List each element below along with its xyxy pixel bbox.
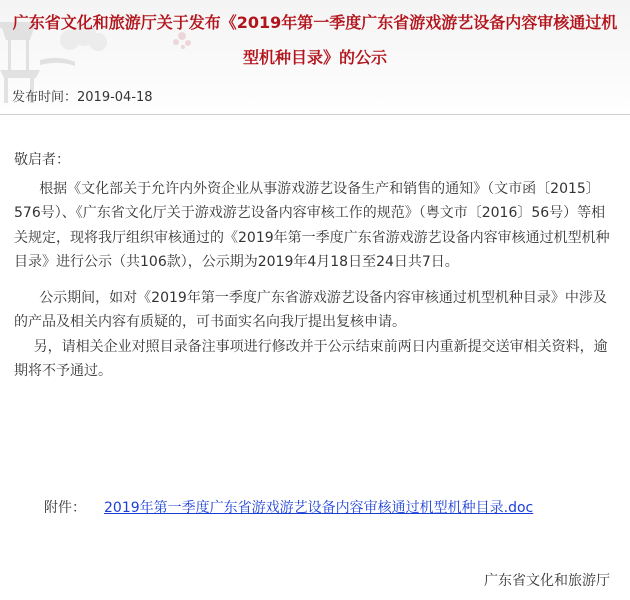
attachment-row — [44, 497, 533, 519]
attachment-link[interactable]: 2019年第一季度广东省游戏游艺设备内容审核通过机型机种目录.doc — [104, 500, 534, 516]
signature: 广东省文化和旅游厅 — [484, 573, 610, 589]
paragraph-regulations: 根据《文化部关于允许内外资企业从事游戏游艺设备生产和销售的通知》（文市函〔2015〕576号）、《广东省文化厅关于游戏游艺设备内容审核工作的规范》（粤文市〔2016〕56号）等相关规定，现将我厅组织审核通过的《2019年第一季度广东省游戏游艺设备内容审核通过机型机种目录》进行公示（共106款），公示期为2019年4月18日至24日共7日。 — [14, 180, 610, 270]
notice-body — [14, 148, 619, 384]
greeting: 敬启者： — [14, 152, 70, 168]
paragraph-review-period: 公示期间，如对《2019年第一季度广东省游戏游艺设备内容审核通过机型机种目录》中涉及的产品及相关内容有质疑的，可书面实名向我厅提出复核申请。 — [14, 289, 607, 330]
divider — [0, 114, 630, 115]
paragraph-resubmission: 另，请相关企业对照目录备注事项进行修改并于公示结束前两日内重新提交送审相关资料，逾期将不予通过。 — [14, 338, 608, 379]
notice-title: 广东省文化和旅游厅关于发布《2019年第一季度广东省游戏游艺设备内容审核通过机型机种目录》的公示 — [12, 13, 618, 67]
attachment-label: 附件： — [44, 500, 86, 516]
publish-date: 发布时间：2019-04-18 — [12, 90, 153, 105]
